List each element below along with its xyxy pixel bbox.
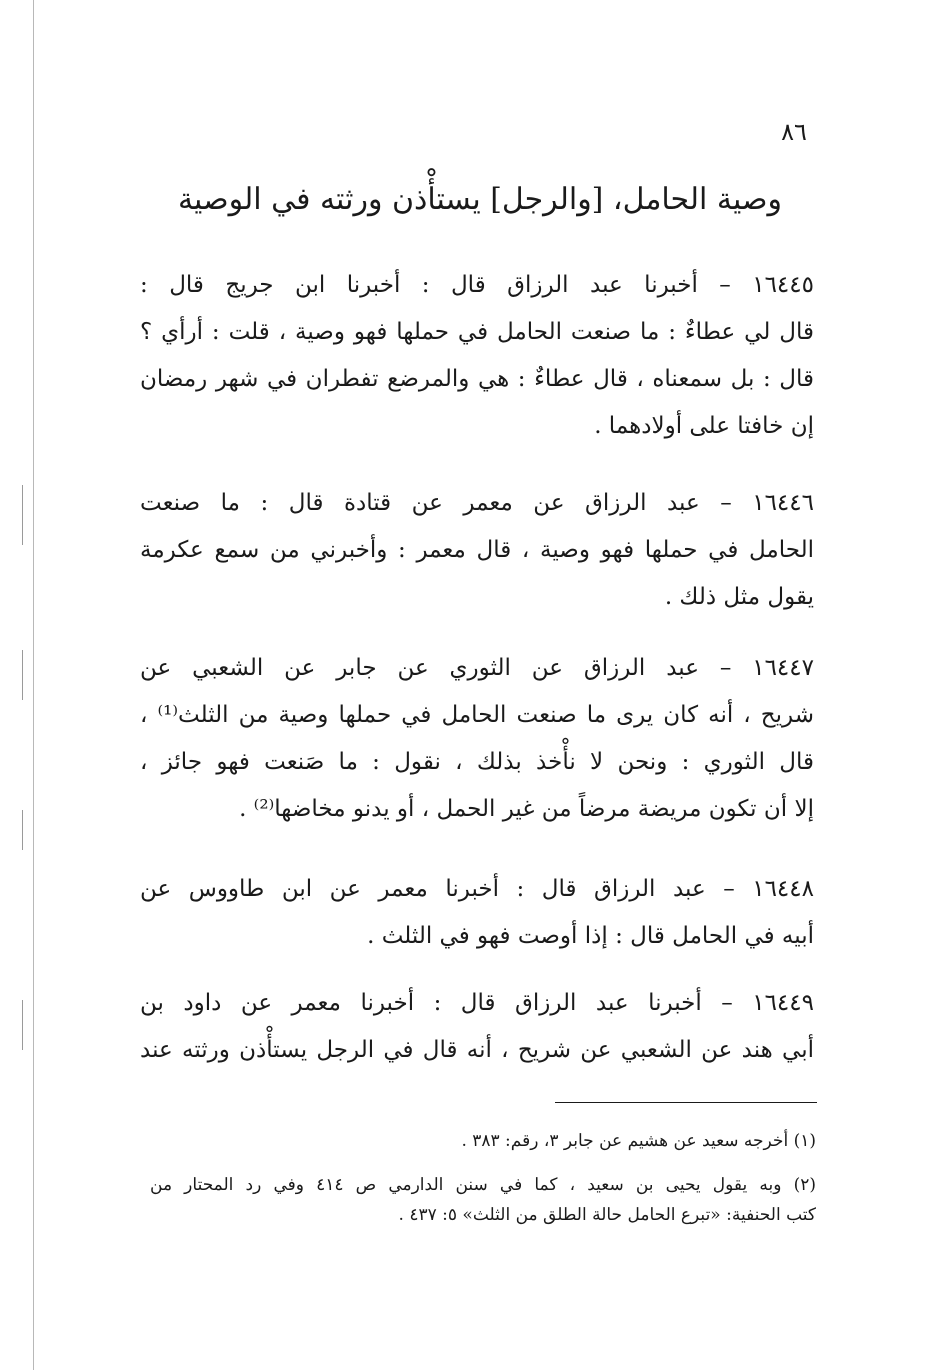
margin-mark [22, 1000, 23, 1050]
text-line: يقول مثل ذلك . [664, 584, 814, 610]
hadith-16448 [140, 866, 814, 960]
footnote-1 [150, 1126, 816, 1156]
text-line: إلا أن تكون مريضة مرضاً من غير الحمل ، أو يدنو مخاضها⁽²⁾ . [239, 796, 814, 822]
page-title: وصية الحامل، [والرجل] يستأْذن ورثته في الوصية [177, 182, 783, 217]
text-line: ١٦٤٤٦ – عبد الرزاق عن معمر عن قتادة قال : ما صنعت [140, 490, 814, 516]
text-line: ١٦٤٤٩ – أخبرنا عبد الرزاق قال : أخبرنا معمر عن داود بن [140, 990, 814, 1016]
footnote-line: (١) أخرجه سعيد عن هشيم عن جابر ٣، رقم: ٣٨٣ . [461, 1131, 816, 1151]
margin-mark [22, 650, 23, 700]
footnote-line: (٢) وبه يقول يحيى بن سعيد ، كما في سنن الدارمي ص ٤١٤ وفي رد المحتار من [150, 1175, 816, 1195]
hadith-16446 [140, 480, 814, 621]
footnote-divider [555, 1102, 817, 1103]
hadith-16447 [140, 645, 814, 833]
margin-mark [22, 485, 23, 545]
page-number: ٨٦ [781, 118, 807, 146]
text-line: إن خافتا على أولادهما . [594, 413, 814, 439]
text-line: قال لي عطاءٌ : ما صنعت الحامل في حملها فهو وصية ، قلت : أرأي ؟ [140, 319, 814, 345]
text-line: أبيه في الحامل قال : إذا أوصت فهو في الثلث . [367, 923, 814, 949]
footnote-line: كتب الحنفية: «تبرع الحامل حالة الطلق من الثلث» ٥: ٤٣٧ . [398, 1205, 816, 1225]
text-line: شريح ، أنه كان يرى ما صنعت الحامل في حملها وصية من الثلث⁽¹⁾ ، [140, 702, 814, 728]
footnote-2 [150, 1170, 816, 1230]
text-line: ١٦٤٤٥ – أخبرنا عبد الرزاق قال : أخبرنا ابن جريج قال : [140, 272, 814, 298]
hadith-16445 [140, 262, 814, 450]
text-line: ١٦٤٤٨ – عبد الرزاق قال : أخبرنا معمر عن ابن طاووس عن [140, 876, 814, 902]
margin-mark [22, 810, 23, 850]
text-line: الحامل في حملها فهو وصية ، قال معمر : وأخبرني من سمع عكرمة [140, 537, 814, 563]
text-line: ١٦٤٤٧ – عبد الرزاق عن الثوري عن جابر عن الشعبي عن [140, 655, 814, 681]
text-line: قال : بل سمعناه ، قال عطاءٌ : هي والمرضع تفطران في شهر رمضان [140, 366, 814, 392]
text-line: أبي هند عن الشعبي عن شريح ، أنه قال في الرجل يستأْذن ورثته عند [140, 1037, 814, 1063]
scan-page-edge [33, 0, 34, 1370]
text-line: قال الثوري : ونحن لا نأْخذ بذلك ، نقول : ما صَنعت فهو جائز ، [140, 749, 814, 775]
hadith-16449 [140, 980, 814, 1074]
